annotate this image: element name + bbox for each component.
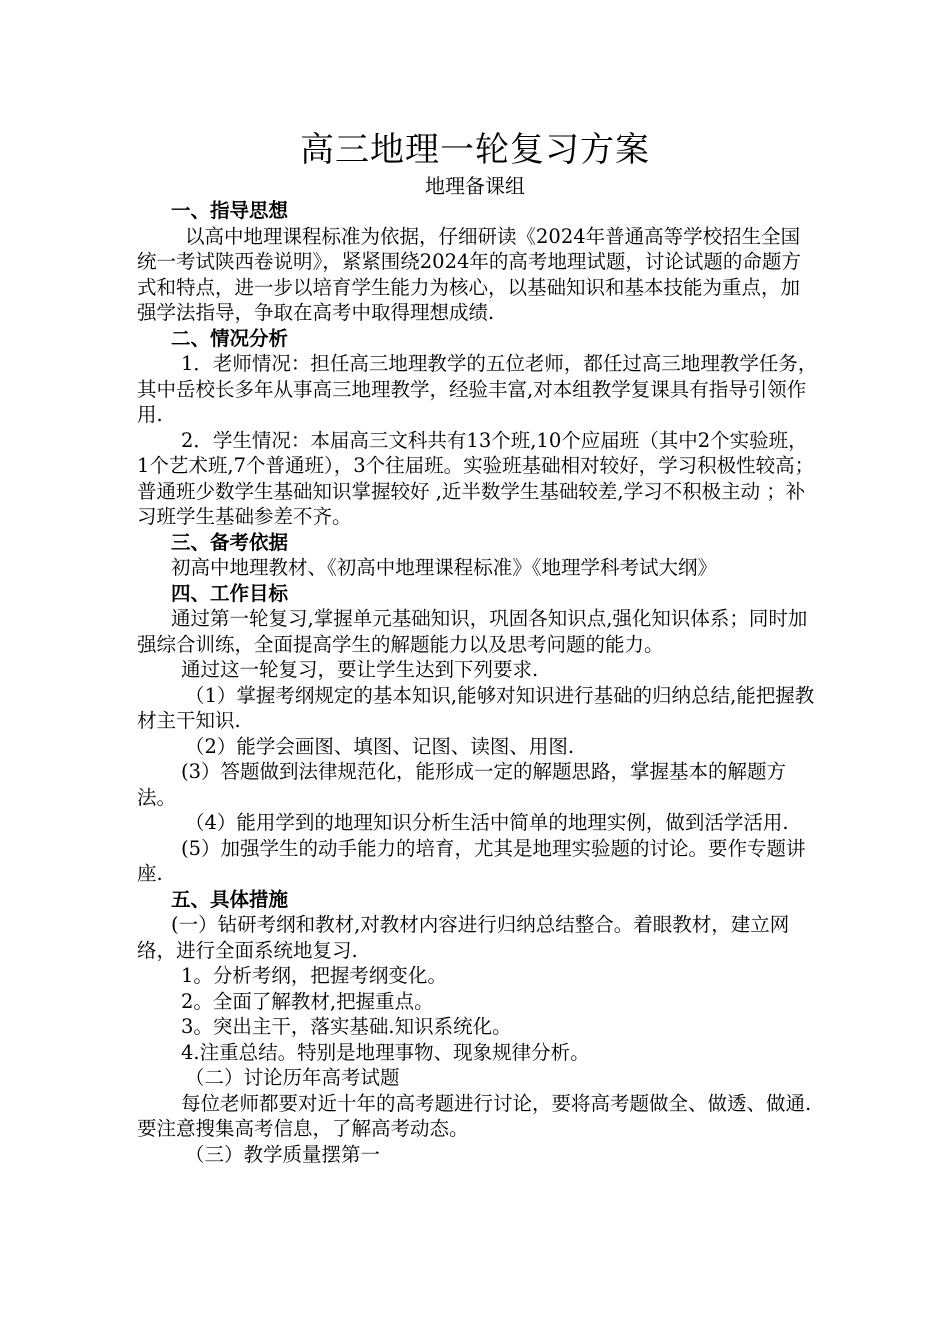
paragraph-requirements-intro: 通过这一轮复习，要让学生达到下列要求. xyxy=(181,658,539,681)
section-heading-situation-analysis: 二、情况分析 xyxy=(171,326,289,350)
document-body xyxy=(137,198,819,1167)
section-heading-measures: 五、具体措施 xyxy=(171,887,289,911)
section-heading-guiding-ideology: 一、指导思想 xyxy=(171,199,289,222)
section-heading-exam-basis: 三、备考依据 xyxy=(171,530,289,554)
paragraph-student-situation: 2．学生情况：本届高三文科共有13个班,10个应届班（其中2个实验班，1个艺术班,7个普通班），3个往届班。实验班基础相对较好，学习积极性较高；普通班少数学生基础知识掌握较好 ,近半数学生基础较差,学习不积极主动 ；补习班学生基础参差不齐。 xyxy=(137,428,815,528)
paragraph-guiding-ideology: 以高中地理课程标准为依据，仔细研读《2024年普通高等学校招生全国统一考试陕西卷说明》，紧紧围绕2024年的高考地理试题，讨论试题的命题方式和特点，进一步以培育学生能力为核心，以基础知识和基本技能为重点，加强学法指导，争取在高考中取得理想成绩. xyxy=(137,224,801,324)
document-author: 地理备课组 xyxy=(425,174,525,198)
measure-2-paragraph: 每位老师都要对近十年的高考题进行讨论，要将高考题做全、做透、做通.要注意搜集高考信息，了解高考动态。 xyxy=(137,1091,812,1140)
paragraph-exam-basis: 初高中地理教材、《初高中地理课程标准》《地理学科考试大纲》 xyxy=(171,556,718,579)
requirement-item-4: （4）能用学到的地理知识分析生活中简单的地理实例，做到活学活用. xyxy=(185,811,789,834)
document-title: 高三地理一轮复习方案 xyxy=(300,130,650,170)
requirement-item-1: （1）掌握考纲规定的基本知识,能够对知识进行基础的归纳总结,能把握教材主干知识. xyxy=(137,683,815,732)
measure-1-item-1: 1。分析考纲，把握考纲变化。 xyxy=(181,964,447,987)
measure-1-item-2: 2。全面了解教材,把握重点。 xyxy=(181,989,434,1013)
section-heading-work-goals: 四、工作目标 xyxy=(171,581,289,605)
measure-1: (一）钻研考纲和教材,对教材内容进行归纳总结整合。着眼教材，建立网络，进行全面系统地复习. xyxy=(137,913,790,962)
requirement-item-5: (5）加强学生的动手能力的培育，尤其是地理实验题的讨论。要作专题讲座. xyxy=(137,836,806,885)
requirement-item-3: (3）答题做到法律规范化，能形成一定的解题思路，掌握基本的解题方法。 xyxy=(137,760,787,809)
measure-3: （三）教学质量摆第一 xyxy=(185,1142,381,1166)
measure-1-item-4: 4.注重总结。特别是地理事物、现象规律分析。 xyxy=(181,1040,590,1064)
requirement-item-2: （2）能学会画图、填图、记图、读图、用图. xyxy=(185,734,575,758)
paragraph-teacher-situation: 1．老师情况：担任高三地理教学的五位老师，都任过高三地理教学任务，其中岳校长多年从事高三地理教学，经验丰富,对本组教学复课具有指导引领作用. xyxy=(137,352,818,426)
measure-1-item-3: 3。突出主干，落实基础.知识系统化。 xyxy=(181,1015,512,1038)
measure-2: （二）讨论历年高考试题 xyxy=(185,1066,400,1089)
paragraph-work-goals: 通过第一轮复习,掌握单元基础知识，巩固各知识点,强化知识体系；同时加强综合训练，全面提高学生的解题能力以及思考问题的能力。 xyxy=(137,607,808,656)
